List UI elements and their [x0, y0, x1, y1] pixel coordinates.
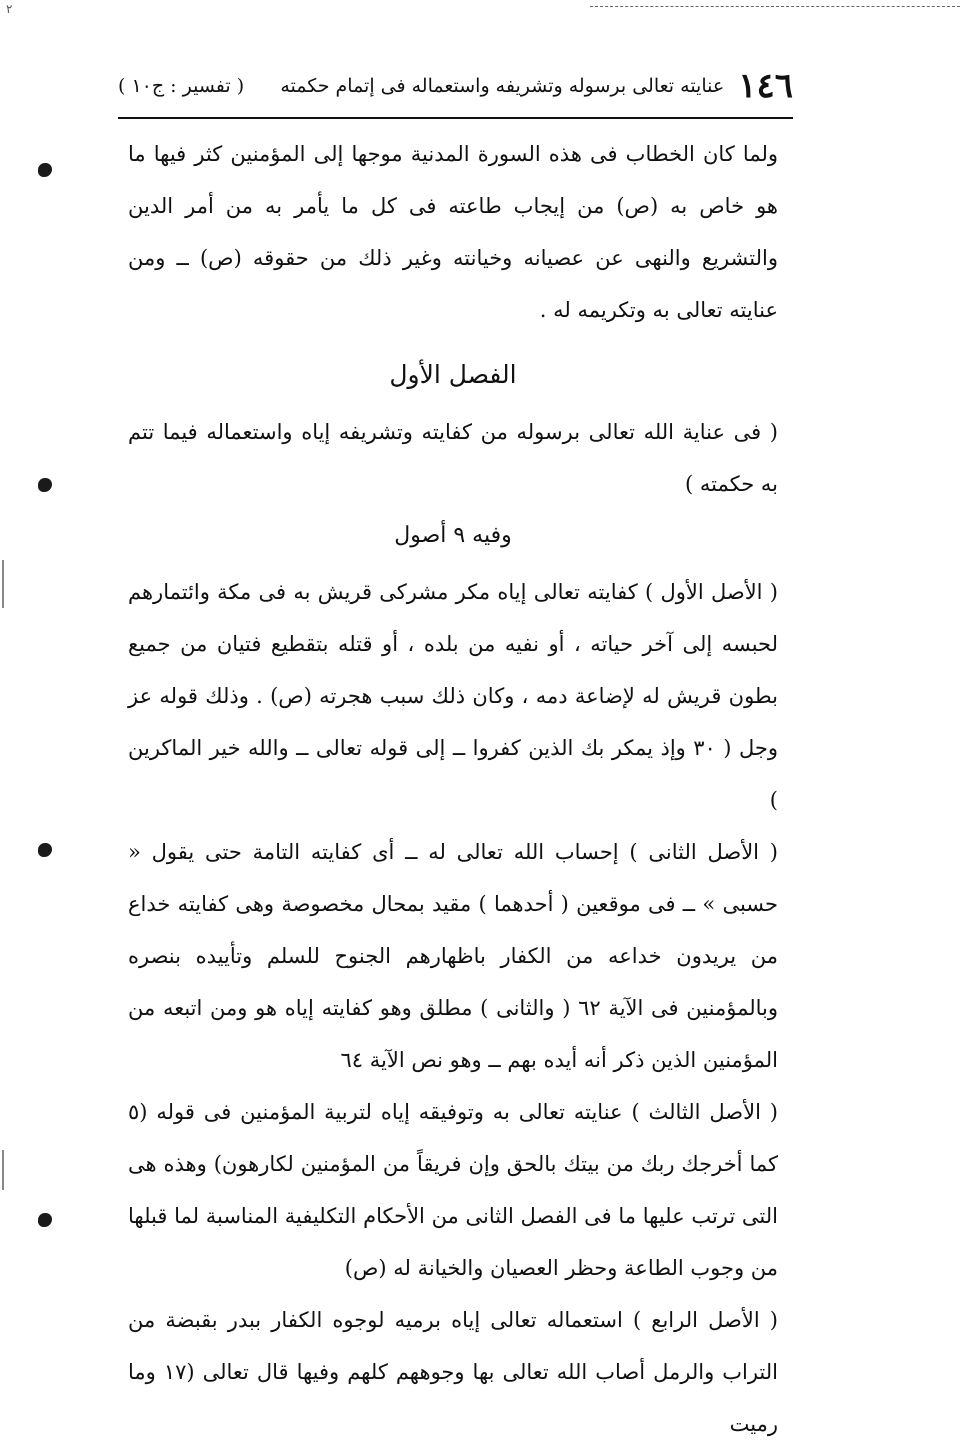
top-dashed-rule [590, 6, 960, 7]
asl-2-paragraph: ( الأصل الثانى ) إحساب الله تعالى له ــ أى كفايته التامة حتى يقول « حسبى » ــ فى موقعين ( أحدهما ) مقيد بمحال مخصوصة وهى كفايته خداع من يريدون خداعه من الكفار باظهارهم الجنوح للسلم وتأييده بنصره وبالمؤمنين فى الآية ٦٢ ( والثانى ) مطلق وهو كفايته إياه هو ومن اتبعه من المؤمنين الذين ذكر أنه أيده بهم ــ وهو نص الآية ٦٤ [128, 840, 778, 1072]
left-edge-mark [2, 560, 4, 608]
binding-hole-icon [38, 163, 52, 177]
asl-4-paragraph: ( الأصل الرابع ) استعماله تعالى إياه برميه لوجوه الكفار ببدر بقبضة من التراب والرمل أصاب الله تعالى بها وجوههم كلهم وفيها قال تعالى (١٧ وما رميت [128, 1308, 778, 1436]
series-label: ( تفسير : ج١٠ ) [118, 75, 245, 97]
page-number: ١٤٦ [738, 66, 793, 106]
asl-1-paragraph: ( الأصل الأول ) كفايته تعالى إياه مكر مشركى قريش به فى مكة وائتمارهم لحبسه إلى آخر حياته ، أو نفيه من بلده ، أو قتله بتقطيع فتيان من جميع بطون قريش له لإضاعة دمه ، وكان ذلك سبب هجرته (ص) . وذلك قوله عز وجل ( ٣٠ وإذ يمكر بك الذين كفروا ــ إلى قوله تعالى ــ والله خير الماكرين ) [128, 580, 778, 812]
intro-paragraph: ولما كان الخطاب فى هذه السورة المدنية موجها إلى المؤمنين كثر فيها ما هو خاص به (ص) من إيجاب طاعته فى كل ما يأمر به من أمر الدين والتشريع والنهى عن عصيانه وخيانته وغير ذلك من حقوقه (ص) ــ ومن عنايته تعالى به وتكريمه له . [128, 142, 778, 322]
asl-3-paragraph: ( الأصل الثالث ) عنايته تعالى به وتوفيقه إياه لتربية المؤمنين فى قوله (٥ كما أخرجك ربك من بيتك بالحق وإن فريقاً من المؤمنين لكارهون) وهذه هى التى ترتب عليها ما فى الفصل الثانى من الأحكام التكليفية المناسبة لما قبلها من وجوب الطاعة وحظر العصيان والخيانة له (ص) [128, 1100, 778, 1280]
page-body [128, 128, 778, 1450]
binding-hole-icon [38, 478, 52, 492]
chapter-subtitle: ( فى عناية الله تعالى برسوله من كفايته وتشريفه إياه واستعماله فيما تتم به حكمته ) [128, 420, 778, 496]
header-rule [118, 117, 793, 119]
binding-hole-icon [38, 1213, 52, 1227]
running-title: عنايته تعالى برسوله وتشريفه واستعماله فى إتمام حكمته [280, 75, 725, 97]
corner-mark: ٢ [6, 2, 13, 16]
page-header [118, 60, 793, 112]
chapter-title: الفصل الأول [389, 360, 517, 389]
binding-hole-icon [38, 843, 52, 857]
left-edge-mark [2, 1150, 4, 1190]
section-count: وفيه ٩ أصول [394, 523, 512, 548]
